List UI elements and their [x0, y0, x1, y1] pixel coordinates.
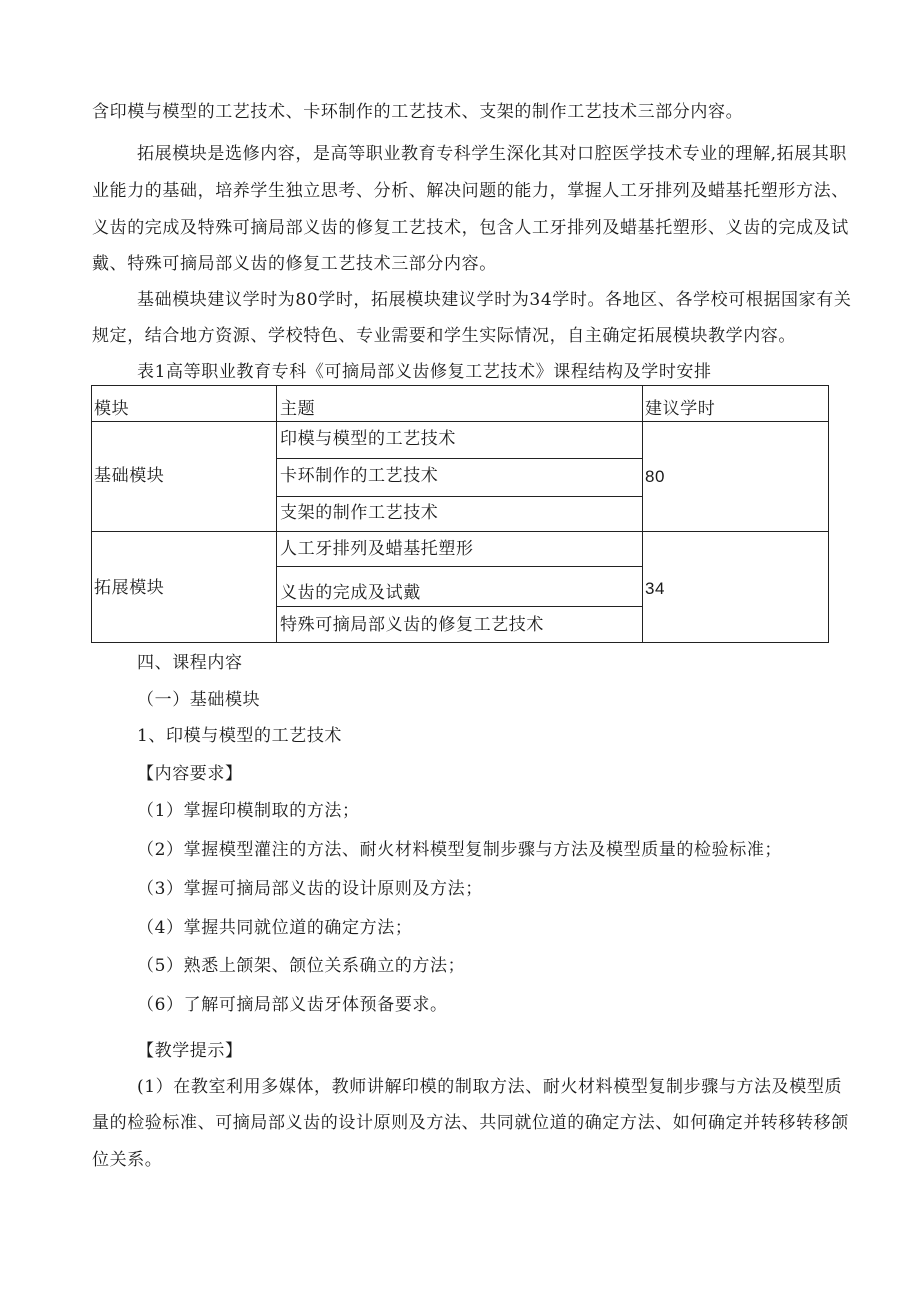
requirement-item: （6）了解可摘局部义齿牙体预备要求。 — [137, 995, 448, 1015]
paragraph-line: (1）在教室利用多媒体，教师讲解印模的制取方法、耐火材料模型复制步骤与方法及模型质 — [137, 1077, 843, 1097]
topic-cell: 特殊可摘局部义齿的修复工艺技术 — [280, 615, 544, 635]
header-topic: 主题 — [280, 399, 316, 419]
teaching-tips-label: 【教学提示】 — [137, 1041, 243, 1061]
paragraph-line: 基础模块建议学时为80学时，拓展模块建议学时为34学时。各地区、各学校可根据国家有关 — [137, 290, 852, 310]
topic-cell: 卡环制作的工艺技术 — [280, 466, 439, 486]
paragraph-line: 位关系。 — [92, 1150, 163, 1170]
header-module: 模块 — [94, 399, 130, 419]
topic-cell: 人工牙排列及蜡基托塑形 — [280, 539, 474, 559]
topic-cell: 印模与模型的工艺技术 — [280, 429, 456, 449]
paragraph-line: 含印模与模型的工艺技术、卡环制作的工艺技术、支架的制作工艺技术三部分内容。 — [92, 102, 744, 122]
content-requirements-label: 【内容要求】 — [137, 764, 243, 784]
header-hours: 建议学时 — [645, 399, 716, 419]
subsection-heading: （一）基础模块 — [137, 690, 261, 710]
topic-heading: 1、印模与模型的工艺技术 — [137, 726, 343, 746]
module-extended: 拓展模块 — [94, 578, 165, 598]
topic-cell: 义齿的完成及试戴 — [280, 583, 421, 603]
topic-cell: 支架的制作工艺技术 — [280, 503, 439, 523]
section-heading: 四、课程内容 — [137, 653, 243, 673]
requirement-item: （1）掌握印模制取的方法； — [137, 801, 360, 821]
paragraph-line: 戴、特殊可摘局部义齿的修复工艺技术三部分内容。 — [92, 254, 497, 274]
paragraph-line: 业能力的基础，培养学生独立思考、分析、解决问题的能力，掌握人工牙排列及蜡基托塑形方法、 — [92, 181, 849, 201]
paragraph-line: 规定，结合地方资源、学校特色、专业需要和学生实际情况，自主确定拓展模块教学内容。 — [92, 326, 796, 346]
requirement-item: （2）掌握模型灌注的方法、耐火材料模型复制步骤与方法及模型质量的检验标准； — [137, 840, 783, 860]
module-basic: 基础模块 — [94, 466, 165, 486]
paragraph-line: 量的检验标准、可摘局部义齿的设计原则及方法、共同就位道的确定方法、如何确定并转移转移颌 — [92, 1113, 849, 1133]
requirement-item: （3）掌握可摘局部义齿的设计原则及方法； — [137, 879, 483, 899]
hours-extended: 34 — [645, 579, 666, 598]
hours-basic: 80 — [645, 467, 666, 486]
paragraph-line: 义齿的完成及特殊可摘局部义齿的修复工艺技术，包含人工牙排列及蜡基托塑形、义齿的完成及试 — [92, 218, 849, 238]
requirement-item: （4）掌握共同就位道的确定方法； — [137, 918, 413, 938]
table-caption: 表1高等职业教育专科《可摘局部义齿修复工艺技术》课程结构及学时安排 — [137, 362, 712, 382]
requirement-item: （5）熟悉上颌架、颌位关系确立的方法； — [137, 956, 466, 976]
paragraph-line: 拓展模块是选修内容，是高等职业教育专科学生深化其对口腔医学技术专业的理解,拓展其职 — [137, 144, 848, 164]
